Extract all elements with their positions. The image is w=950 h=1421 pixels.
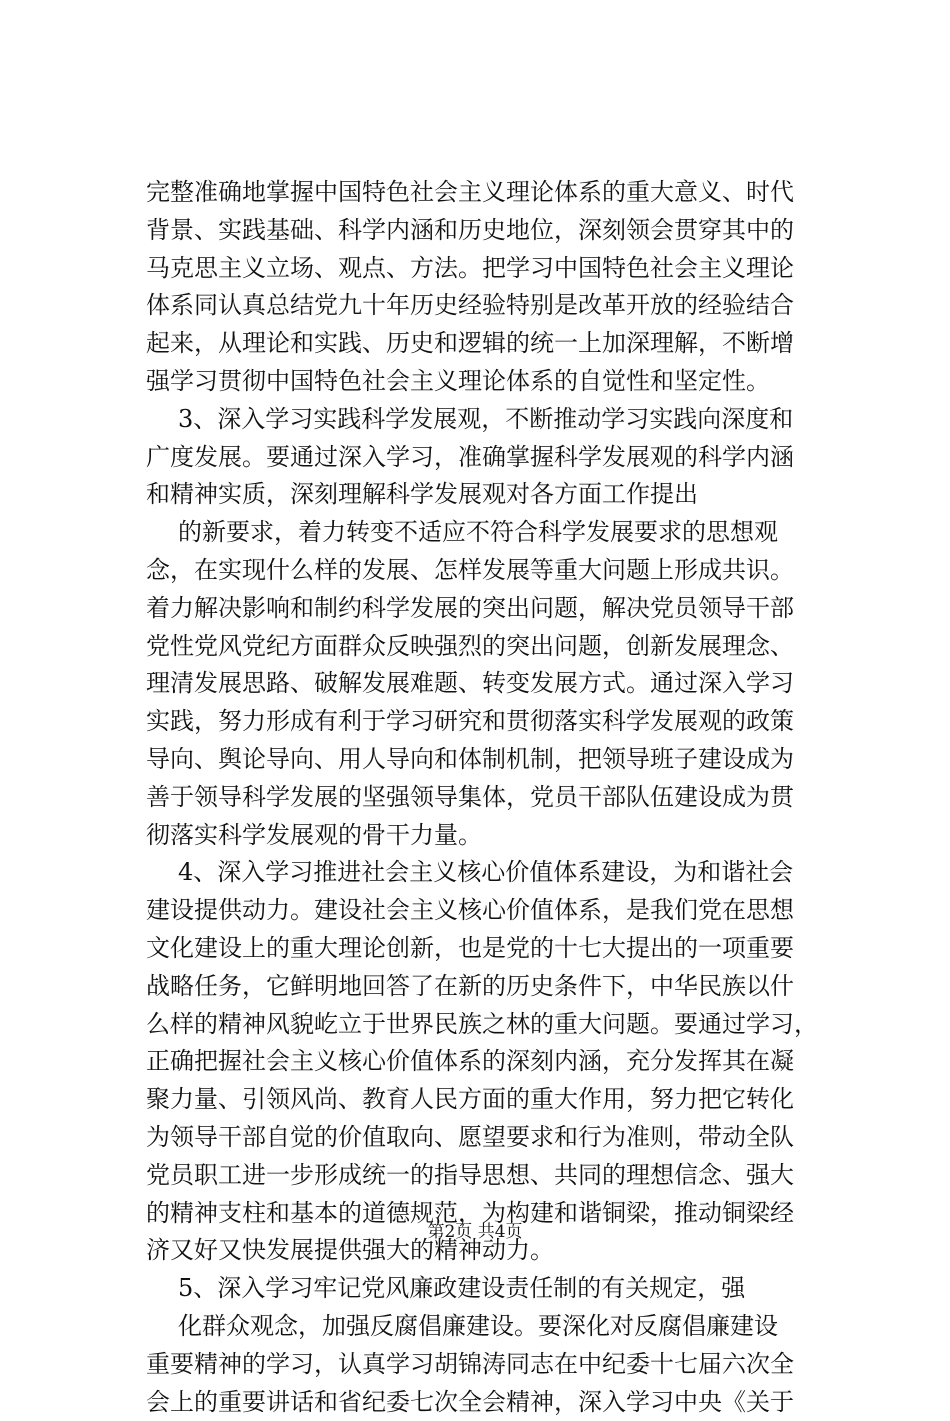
- paragraph-3-start: 3、深入学习实践科学发展观，不断推动学习实践向深度和: [146, 401, 826, 439]
- text-line: 马克思主义立场、观点、方法。把学习中国特色社会主义理论: [146, 250, 826, 288]
- text-line: 善于领导科学发展的坚强领导集体，党员干部队伍建设成为贯: [146, 779, 826, 817]
- text-line: 背景、实践基础、科学内涵和历史地位，深刻领会贯穿其中的: [146, 212, 826, 250]
- text-line: 起来，从理论和实践、历史和逻辑的统一上加深理解，不断增: [146, 325, 826, 363]
- text-line: 的精神支柱和基本的道德规范，为构建和谐铜梁，推动铜梁经: [146, 1195, 826, 1233]
- text-line: 为领导干部自觉的价值取向、愿望要求和行为准则，带动全队: [146, 1119, 826, 1157]
- page-number-footer: 第2页 共4页: [0, 1217, 950, 1242]
- text-line: 文化建设上的重大理论创新，也是党的十七大提出的一项重要: [146, 930, 826, 968]
- paragraph-5-start: 5、深入学习牢记党风廉政建设责任制的有关规定，强: [146, 1270, 826, 1308]
- text-line: 强学习贯彻中国特色社会主义理论体系的自觉性和坚定性。: [146, 363, 826, 401]
- text-line: 广度发展。要通过深入学习，准确掌握科学发展观的科学内涵: [146, 439, 826, 477]
- text-line: 聚力量、引领风尚、教育人民方面的重大作用，努力把它转化: [146, 1081, 826, 1119]
- text-line: 济又好又快发展提供强大的精神动力。: [146, 1232, 826, 1270]
- text-line: 么样的精神风貌屹立于世界民族之林的重大问题。要通过学习，: [146, 1006, 826, 1044]
- text-line: 建设提供动力。建设社会主义核心价值体系，是我们党在思想: [146, 892, 826, 930]
- text-line: 党员职工进一步形成统一的指导思想、共同的理想信念、强大: [146, 1157, 826, 1195]
- text-line: 实践，努力形成有利于学习研究和贯彻落实科学发展观的政策: [146, 703, 826, 741]
- text-line-indented: 化群众观念，加强反腐倡廉建设。要深化对反腐倡廉建设: [146, 1308, 826, 1346]
- text-line: 和精神实质，深刻理解科学发展观对各方面工作提出: [146, 476, 826, 514]
- paragraph-4-start: 4、深入学习推进社会主义核心价值体系建设，为和谐社会: [146, 854, 826, 892]
- text-line: 会上的重要讲话和省纪委七次全会精神，深入学习中央《关于: [146, 1384, 826, 1421]
- text-line-indented: 的新要求，着力转变不适应不符合科学发展要求的思想观: [146, 514, 826, 552]
- text-line: 彻落实科学发展观的骨干力量。: [146, 817, 826, 855]
- text-line: 着力解决影响和制约科学发展的突出问题，解决党员领导干部: [146, 590, 826, 628]
- text-line: 完整准确地掌握中国特色社会主义理论体系的重大意义、时代: [146, 174, 826, 212]
- text-line: 战略任务，它鲜明地回答了在新的历史条件下，中华民族以什: [146, 968, 826, 1006]
- text-line: 重要精神的学习，认真学习胡锦涛同志在中纪委十七届六次全: [146, 1346, 826, 1384]
- text-line: 体系同认真总结党九十年历史经验特别是改革开放的经验结合: [146, 287, 826, 325]
- text-line: 党性党风党纪方面群众反映强烈的突出问题，创新发展理念、: [146, 628, 826, 666]
- text-line: 导向、舆论导向、用人导向和体制机制，把领导班子建设成为: [146, 741, 826, 779]
- text-line: 理清发展思路、破解发展难题、转变发展方式。通过深入学习: [146, 665, 826, 703]
- text-line: 正确把握社会主义核心价值体系的深刻内涵，充分发挥其在凝: [146, 1043, 826, 1081]
- text-line: 念，在实现什么样的发展、怎样发展等重大问题上形成共识。: [146, 552, 826, 590]
